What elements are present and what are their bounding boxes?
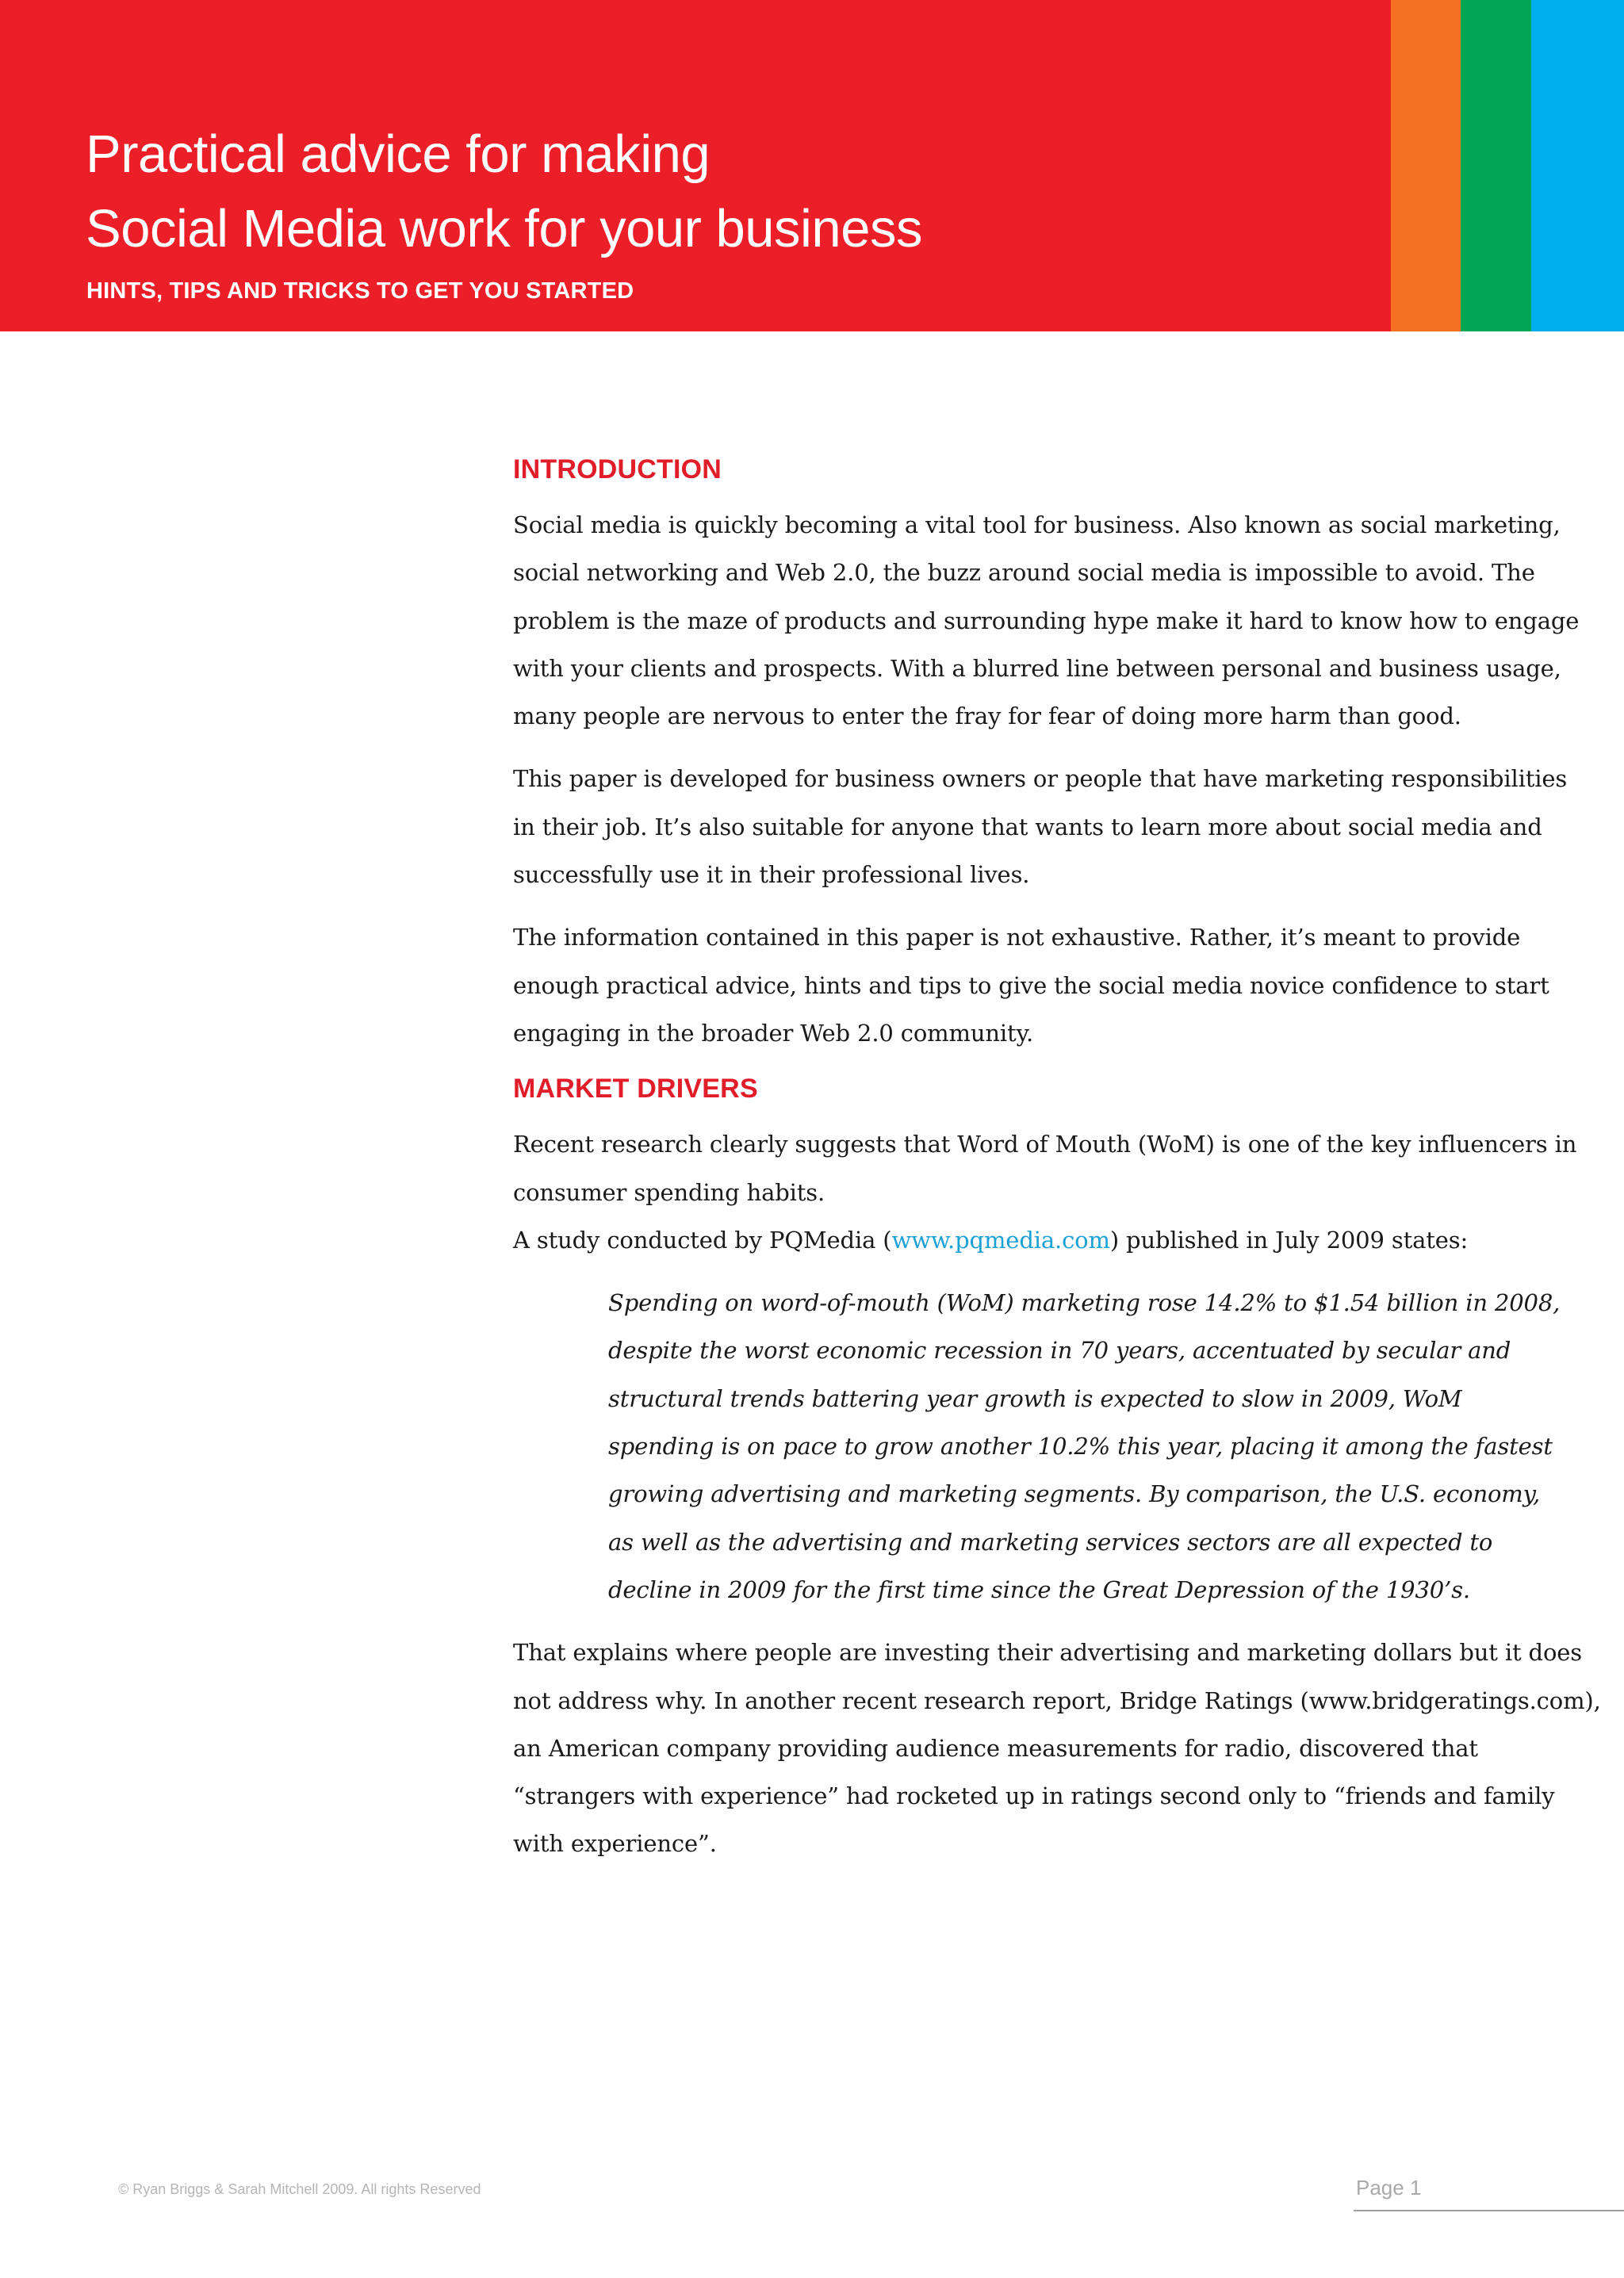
text-line: successfully use it in their professional lives. [513, 861, 1030, 889]
document-body [513, 449, 1601, 1868]
text-line: with your clients and prospects. With a blurred line between personal and business usage, [513, 654, 1561, 682]
market-drivers-heading: MARKET DRIVERS [513, 1074, 758, 1105]
quote-line: decline in 2009 for the first time since the Great Depression of the 1930’s. [608, 1575, 1470, 1603]
copyright-notice: © Ryan Briggs & Sarah Mitchell 2009. All rights Reserved [118, 2181, 481, 2197]
market-drivers-closing [513, 1629, 1601, 1867]
text-line: social networking and Web 2.0, the buzz around social media is impossible to avoid. The [513, 559, 1535, 587]
intro-paragraph-3 [513, 913, 1549, 1057]
study-text-after: ) published in July 2009 states: [1109, 1226, 1469, 1254]
header-banner [0, 0, 1624, 331]
text-line: Social media is quickly becoming a vital tool for business. Also known as social marketing, [513, 511, 1561, 538]
text-line: “strangers with experience” had rocketed up in ratings second only to “friends and family [513, 1782, 1555, 1810]
text-line: This paper is developed for business owners or people that have marketing responsibilities [513, 765, 1568, 793]
title-line: Social Media work for your business [86, 199, 922, 258]
document-subtitle: HINTS, TIPS AND TRICKS TO GET YOU STARTED [86, 278, 634, 304]
text-line: many people are nervous to enter the fray for fear of doing more harm than good. [513, 703, 1461, 730]
introduction-heading: INTRODUCTION [513, 454, 722, 484]
text-line: engaging in the broader Web 2.0 community. [513, 1019, 1034, 1047]
study-text-before: A study conducted by PQMedia ( [513, 1226, 892, 1254]
footer-divider [1354, 2210, 1624, 2211]
green-color-stripe [1461, 0, 1531, 331]
quote-line: spending is on pace to grow another 10.2% this year, placing it among the fastest [608, 1433, 1553, 1461]
text-line: Recent research clearly suggests that Word of Mouth (WoM) is one of the key influencers in [513, 1131, 1577, 1158]
quote-line: as well as the advertising and marketing services sectors are all expected to [608, 1528, 1493, 1556]
text-line: problem is the maze of products and surrounding hype make it hard to know how to engage [513, 607, 1580, 634]
text-line: That explains where people are investing their advertising and marketing dollars but it does [513, 1639, 1583, 1667]
intro-paragraph-1 [513, 501, 1580, 740]
quote-line: despite the worst economic recession in 70 years, accentuated by secular and [608, 1337, 1511, 1365]
text-line: consumer spending habits. [513, 1178, 825, 1206]
page-number: Page 1 [1356, 2176, 1422, 2200]
title-line: Practical advice for making [86, 124, 710, 184]
text-line: The information contained in this paper is not exhaustive. Rather, it’s meant to provide [513, 924, 1521, 951]
orange-color-stripe [1391, 0, 1461, 331]
quote-line: growing advertising and marketing segments. By comparison, the U.S. economy, [608, 1480, 1541, 1508]
text-line: with experience”. [513, 1830, 717, 1858]
text-line: not address why. In another recent research report, Bridge Ratings (www.bridgeratings.com), [513, 1686, 1601, 1714]
intro-paragraph-2 [513, 755, 1568, 898]
document-title [86, 117, 922, 266]
market-drivers-intro [513, 1120, 1577, 1264]
quote-line: Spending on word-of-mouth (WoM) marketing rose 14.2% to $1.54 billion in 2008, [608, 1289, 1561, 1317]
text-line: an American company providing audience measurements for radio, discovered that [513, 1734, 1478, 1762]
text-line: enough practical advice, hints and tips to give the social media novice confidence to start [513, 971, 1549, 999]
study-line [513, 1216, 1520, 1264]
quote-line: structural trends battering year growth is expected to slow in 2009, WoM [608, 1384, 1462, 1412]
text-line: in their job. It’s also suitable for anyone that wants to learn more about social media and [513, 813, 1542, 840]
blue-color-stripe [1531, 0, 1624, 331]
pqmedia-quote [608, 1279, 1561, 1614]
pqmedia-link[interactable]: www.pqmedia.com [891, 1226, 1110, 1254]
